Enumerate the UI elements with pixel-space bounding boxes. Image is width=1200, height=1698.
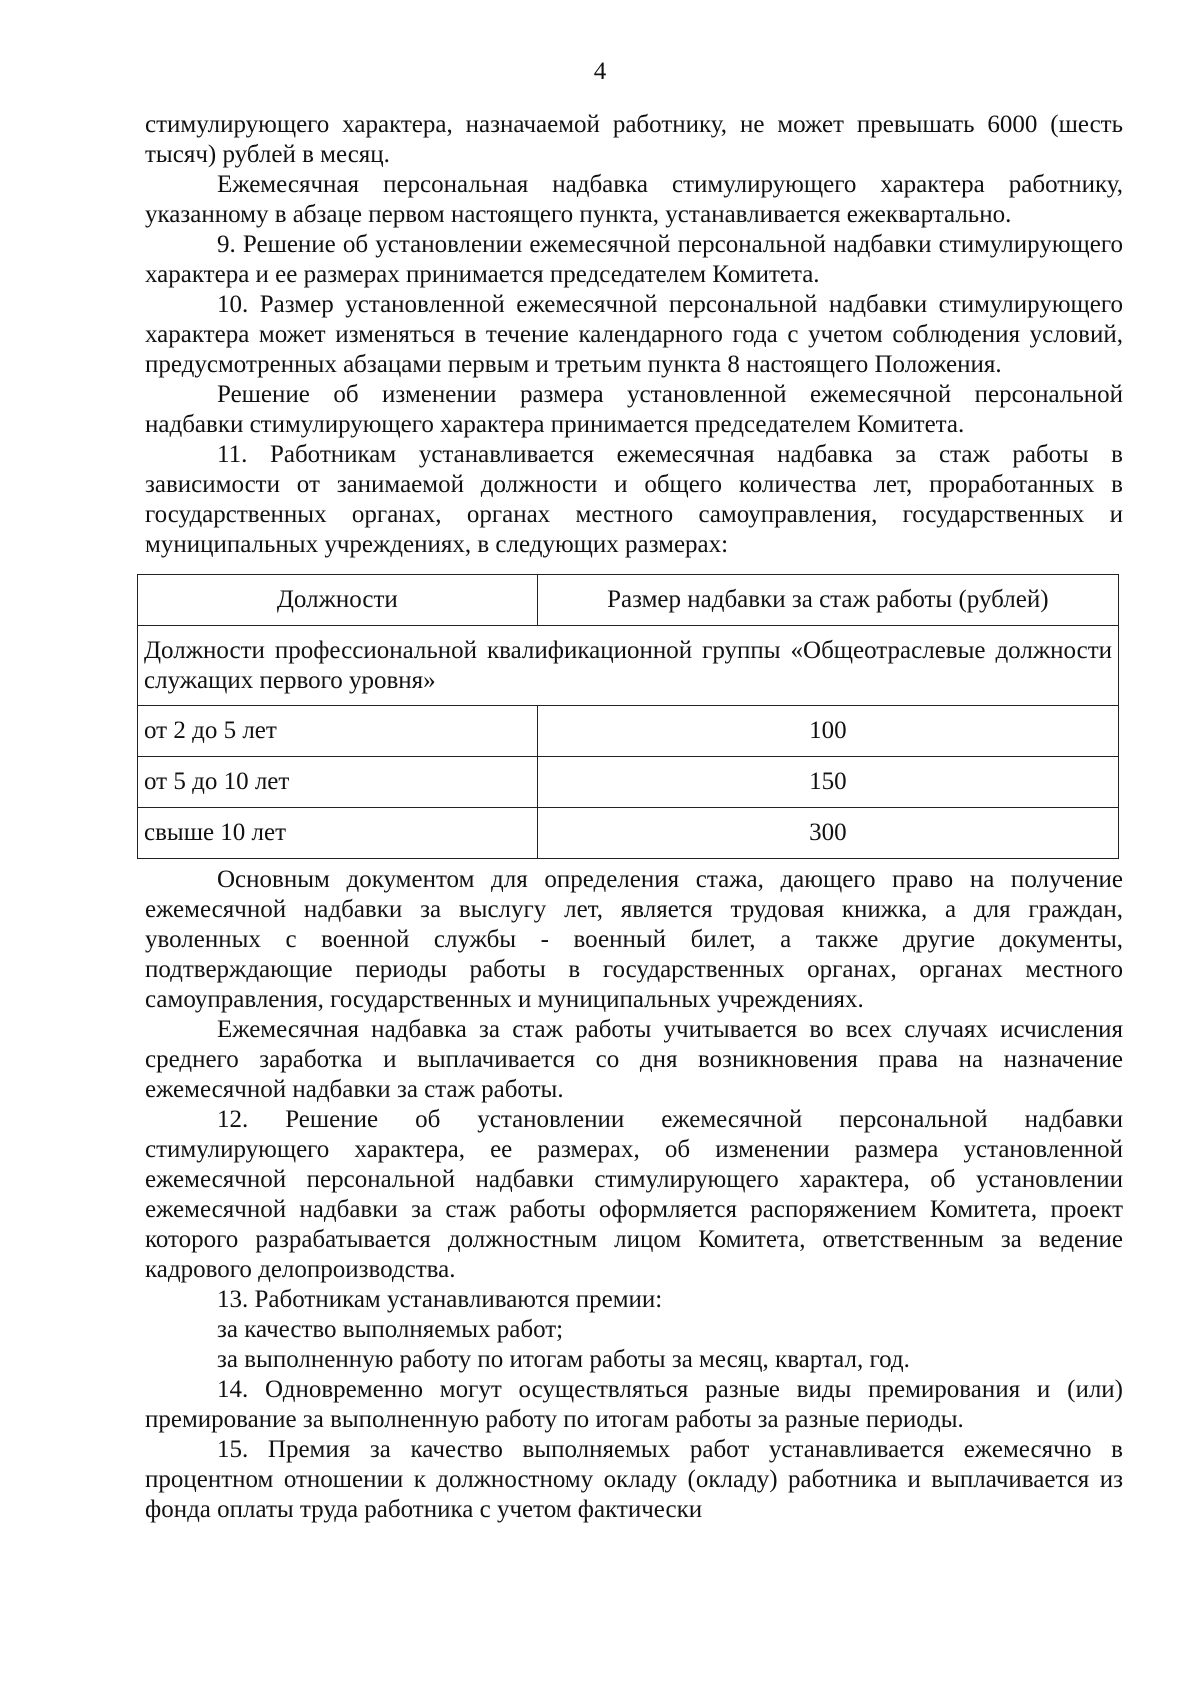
table-group-row <box>138 626 1119 706</box>
table-cell-period: свыше 10 лет <box>138 808 538 859</box>
paragraph-item-13: 13. Работникам устанавливаются премии: <box>217 1286 663 1313</box>
document-body <box>145 110 1123 1525</box>
table-cell-period: от 2 до 5 лет <box>138 706 538 757</box>
paragraph-item-15: 15. Премия за качество выполняемых работ устанавливается ежемесячно в процентном отношении к должностному окладу (окладу) работника и выплачивается из фонда оплаты труда работника с учетом фактически <box>145 1436 1123 1523</box>
paragraph: стимулирующего характера, назначаемой работнику, не может превышать 6000 (шесть тысяч) рублей в месяц. <box>145 111 1123 168</box>
paragraph-item-9: 9. Решение об установлении ежемесячной персональной надбавки стимулирующего характера и ее размерах принимается председателем Комитета. <box>145 231 1123 288</box>
paragraph-item-14: 14. Одновременно могут осуществляться разные виды премирования и (или) премирование за выполненную работу по итогам работы за разные периоды. <box>145 1376 1123 1433</box>
table-header-positions: Должности <box>138 575 538 626</box>
paragraph-item-12: 12. Решение об установлении ежемесячной персональной надбавки стимулирующего характера, ее размерах, об изменении размера установленной ежемесячной персональной надбавки стимулирующего характера, об установлении ежемесячной надбавки за стаж работы оформляется распоряжением Комитета, проект которого разрабатывается должностным лицом Комитета, ответственным за ведение кадрового делопроизводства. <box>145 1106 1123 1283</box>
table-cell-amount: 100 <box>537 706 1118 757</box>
page-number: 4 <box>593 58 607 85</box>
table-header-amount: Размер надбавки за стаж работы (рублей) <box>537 575 1118 626</box>
list-item: за качество выполняемых работ; <box>217 1316 564 1343</box>
paragraph-item-11: 11. Работникам устанавливается ежемесячная надбавка за стаж работы в зависимости от занимаемой должности и общего количества лет, проработанных в государственных органах, органах местного самоуправления, государственных и муниципальных учреждениях, в следующих размерах: <box>145 441 1123 558</box>
paragraph: Ежемесячная персональная надбавка стимулирующего характера работнику, указанному в абзаце первом настоящего пункта, устанавливается ежеквартально. <box>145 171 1123 228</box>
paragraph: Решение об изменении размера установленной ежемесячной персональной надбавки стимулирующего характера принимается председателем Комитета. <box>145 381 1123 438</box>
paragraph: Ежемесячная надбавка за стаж работы учитывается во всех случаях исчисления среднего заработка и выплачивается со дня возникновения права на назначение ежемесячной надбавки за стаж работы. <box>145 1016 1123 1103</box>
table-row <box>138 757 1119 808</box>
table-cell-amount: 150 <box>537 757 1118 808</box>
paragraphs-before-table <box>145 110 1123 560</box>
table-cell-period: от 5 до 10 лет <box>138 757 538 808</box>
table-header-row <box>138 575 1119 626</box>
paragraph: Основным документом для определения стажа, дающего право на получение ежемесячной надбавки за выслугу лет, является трудовая книжка, а для граждан, уволенных с военной службы - военный билет, а также другие документы, подтверждающие периоды работы в государственных органах, органах местного самоуправления, государственных и муниципальных учреждениях. <box>145 866 1123 1013</box>
table-group-cell: Должности профессиональной квалификационной группы «Общеотраслевые должности служащих первого уровня» <box>138 626 1119 706</box>
table-row <box>138 808 1119 859</box>
table-row <box>138 706 1119 757</box>
list-item: за выполненную работу по итогам работы за месяц, квартал, год. <box>217 1346 910 1373</box>
table-cell-amount: 300 <box>537 808 1118 859</box>
paragraph-item-10: 10. Размер установленной ежемесячной персональной надбавки стимулирующего характера может изменяться в течение календарного года с учетом соблюдения условий, предусмотренных абзацами первым и третьим пункта 8 настоящего Положения. <box>145 291 1123 378</box>
paragraphs-after-table <box>145 865 1123 1525</box>
seniority-bonus-table <box>137 574 1119 859</box>
